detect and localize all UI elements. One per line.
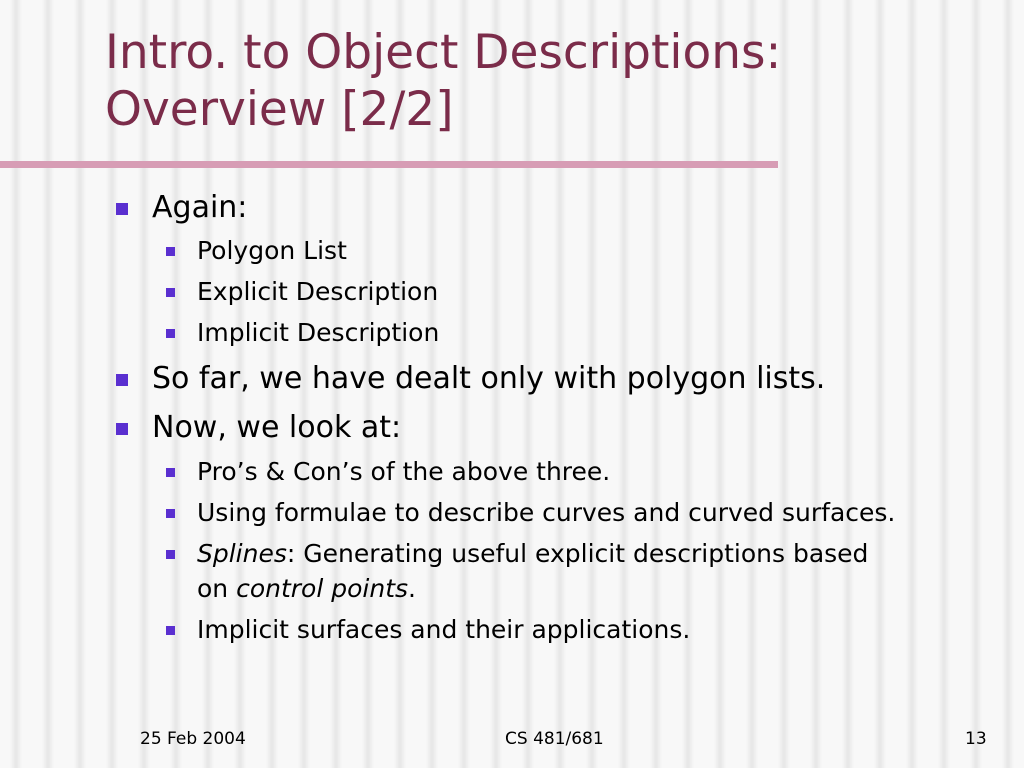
sub-bullet-explicit-description: Explicit Description: [197, 277, 439, 306]
footer-page-number: 13: [965, 729, 987, 749]
slide-title-line-2: Overview [2/2]: [105, 82, 454, 137]
sub-bullet-pros-cons: Pro’s & Con’s of the above three.: [197, 457, 611, 486]
bullet-square-icon: [116, 423, 128, 435]
sub-bullet-implicit-description: Implicit Description: [197, 318, 440, 347]
sub-bullet-splines: [197, 536, 997, 606]
slide-title-line-1: Intro. to Object Descriptions:: [105, 25, 782, 80]
sub-bullet-square-icon: [166, 626, 175, 635]
footer-date: 25 Feb 2004: [140, 729, 246, 749]
bullet-so-far: So far, we have dealt only with polygon lists.: [152, 361, 826, 396]
bullet-again: Again:: [152, 190, 248, 225]
sub-bullet-square-icon: [166, 247, 175, 256]
sub-bullet-polygon-list: Polygon List: [197, 236, 347, 265]
splines-term: Splines: [197, 539, 287, 568]
splines-text: : Generating useful explicit descriptions based: [286, 539, 869, 568]
bullet-square-icon: [116, 203, 128, 215]
splines-period: .: [408, 574, 416, 603]
splines-on: on: [197, 574, 237, 603]
footer-course: CS 481/681: [505, 729, 604, 749]
sub-bullet-formulae: Using formulae to describe curves and curved surfaces.: [197, 498, 896, 527]
sub-bullet-square-icon: [166, 468, 175, 477]
sub-bullet-square-icon: [166, 509, 175, 518]
control-points-term: control points: [236, 574, 409, 603]
sub-bullet-implicit-surfaces: Implicit surfaces and their applications.: [197, 615, 691, 644]
sub-bullet-square-icon: [166, 288, 175, 297]
bullet-now: Now, we look at:: [152, 410, 402, 445]
sub-bullet-square-icon: [166, 329, 175, 338]
sub-bullet-square-icon: [166, 550, 175, 559]
bullet-square-icon: [116, 374, 128, 386]
